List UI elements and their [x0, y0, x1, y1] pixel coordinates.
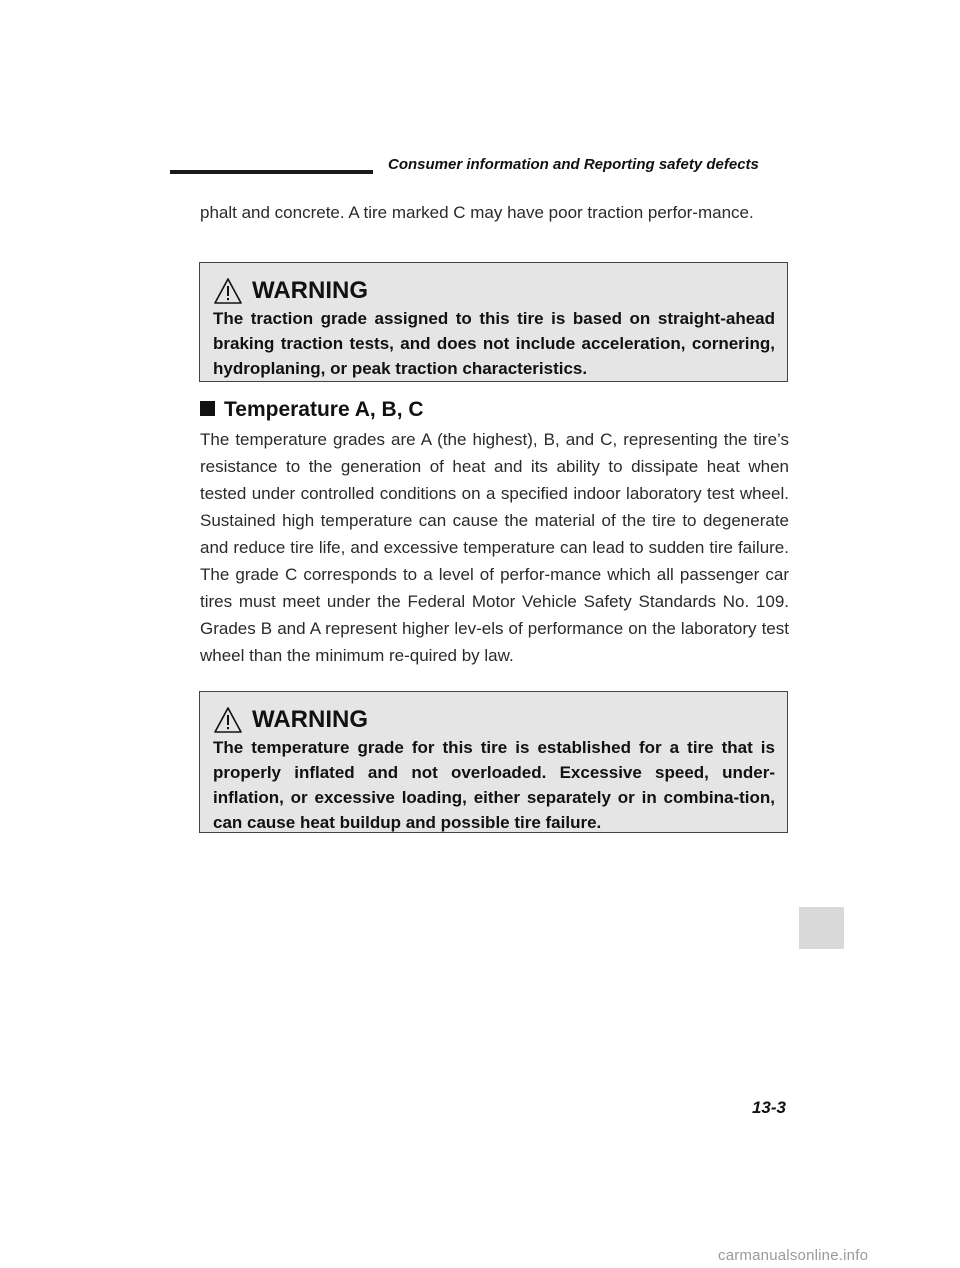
- temperature-paragraph: The temperature grades are A (the highest), B, and C, representing the tire’s resistance to the generation of heat and its ability to dissipate heat when tested under controlled conditions on a specified indoor laboratory test wheel. Sustained high temperature can cause the material of the tire to degenerate and reduce tire life, and excessive temperature can lead to sudden tire failure. The grade C corresponds to a level of perfor-mance which all passenger car tires must meet under the Federal Motor Vehicle Safety Standards No. 109. Grades B and A represent higher lev-els of performance on the laboratory test wheel than the minimum re-quired by law.: [200, 430, 789, 665]
- section-heading: [200, 398, 424, 422]
- square-bullet-icon: [200, 401, 215, 416]
- warning-box-temperature: [199, 691, 788, 833]
- warning-box-traction: [199, 262, 788, 382]
- header-rule: [170, 170, 373, 174]
- warning-header: [213, 702, 775, 734]
- intro-paragraph: phalt and concrete. A tire marked C may have poor traction perfor-mance.: [200, 203, 754, 222]
- warning-label: WARNING: [252, 277, 368, 304]
- warning-triangle-icon: [213, 277, 243, 305]
- chapter-tab-marker: [799, 907, 844, 949]
- warning-label: WARNING: [252, 706, 368, 733]
- section-heading-text: Temperature A, B, C: [224, 398, 424, 421]
- watermark: carmanualsonline.info: [718, 1247, 869, 1264]
- warning-text: The temperature grade for this tire is established for a tire that is properly inflated and not overloaded. Excessive speed, under-inflation, or excessive loading, either separately or in combina-tion, can cause heat buildup and possible tire failure.: [213, 738, 775, 832]
- warning-text: The traction grade assigned to this tire is based on straight-ahead braking traction tests, and does not include acceleration, cornering, hydroplaning, or peak traction characteristics.: [213, 309, 775, 378]
- warning-triangle-icon: [213, 706, 243, 734]
- page-number: 13-3: [751, 1098, 786, 1117]
- warning-header: [213, 273, 775, 305]
- running-header: Consumer information and Reporting safety defects: [388, 156, 759, 173]
